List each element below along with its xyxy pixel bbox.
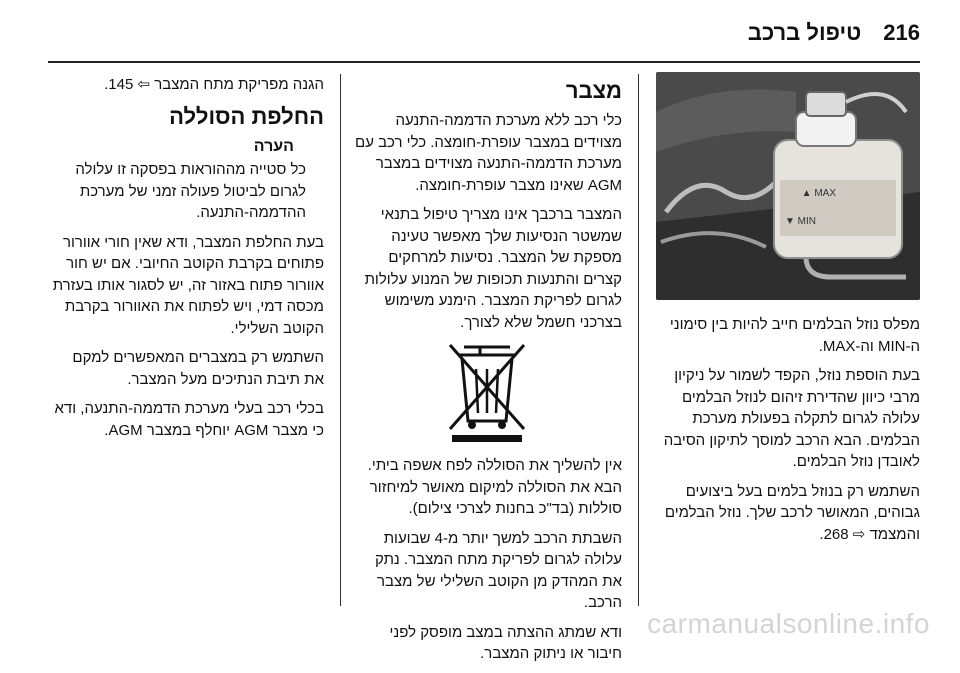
middle-column (352, 78, 622, 673)
header-rule (48, 61, 920, 63)
note-text: כל סטייה מההוראות בפסקה זו עלולה לגרום לביטול פעולה זמני של מערכת ההדממה-התנעה. (75, 161, 306, 221)
fluid-level-text: מפלס נוזל הבלמים חייב להיות בין סימוני ה-MIN וה-MAX. (669, 316, 920, 355)
fluid-topup-text: בעת הוספת נוזל, הקפד לשמור על ניקיון מרבי כיוון שהדירת זיהום לנוזל הבלמים עלולה לגרום לתקלה בפעולת מערכת הבלמים. הבא הרכב למוסך לתיקון הסיבה לאובדן נוזל הבלמים. (663, 367, 920, 470)
page-heading: טיפול ברכב (747, 20, 862, 45)
vehicle-storage-text: השבתת הרכב למשך יותר מ-4 שבועות עלולה לגרום לפריקת מתח המצבר. נתק את המהדק מן הקוטב השלילי של מצבר הרכב. (375, 529, 622, 611)
vent-holes-text: בעת החלפת המצבר, ודא שאין חורי אוורור פתוחים בקרבת הקוטב החיובי. אם יש חור אוורור פתוח באזור זה, יש לסגור אותו בעזרת מכסה דמי, ויש לפתוח את האוורור בקרבת הקוטב השלילי. (52, 233, 324, 337)
crossed-out-bin-icon (446, 341, 528, 443)
brake-fluid-reservoir-photo (656, 72, 920, 300)
battery-maintenance-text: המצבר ברכבך אינו מצריך טיפול בתנאי שמשטר הנסיעות שלך מאפשר טעינה מספקת של המצבר. נסיעות למרחקים קצרים והתנעות תכופות של המנוע עלולות לגרום לפריקת המצבר. הימנע משימוש בצרכני חשמל שלא לצורך. (364, 206, 622, 331)
battery-types-text: כלי רכב ללא מערכת הדממה-התנעה מצוידים במצבר עופרת-חומצה. כלי רכב עם מערכת הדממה-התנעה מצוידים במצבר AGM שאינו מצבר עופרת-חומצה. (355, 112, 622, 194)
battery-replacement-title: החלפת הסוללה (169, 103, 324, 129)
right-column (656, 72, 920, 553)
page-header (748, 20, 920, 50)
fluid-type-text: השתמש רק בנוזל בלמים בעל ביצועים גבוהים, המאושר לרכב שלך. נוזל הבלמים והמצמד ⇨ 268. (664, 482, 920, 543)
watermark: carmanualsonline.info (647, 608, 930, 639)
ignition-off-text: ודא שמתג ההצתה במצב מופסק לפני חיבור או ניתוק המצבר. (389, 623, 622, 662)
column-divider-right (638, 74, 639, 606)
fusebox-battery-text: השתמש רק במצברים המאפשרים למקם את תיבת הנתיכים מעל המצבר. (72, 349, 324, 388)
discharge-protection-ref: הגנה מפריקת מתח המצבר ⇦ 145. (104, 76, 324, 93)
reservoir-illustration (656, 72, 920, 300)
column-divider-left (340, 74, 341, 606)
max-label: MAX ▲ (801, 188, 836, 199)
min-label: MIN ▼ (784, 216, 816, 227)
recycling-symbol (352, 341, 622, 443)
note-heading: הערה (253, 137, 294, 155)
left-column (52, 74, 324, 449)
page-number: 216 (883, 20, 920, 45)
battery-section-title: מצבר (565, 78, 622, 103)
agm-replacement-text: בכלי רכב בעלי מערכת הדממה-התנעה, ודא כי מצבר AGM יוחלף במצבר AGM. (54, 400, 324, 439)
battery-disposal-text: אין להשליך את הסוללה לפח אשפה ביתי. הבא את הסוללה למיקום מאושר למיחזור סוללות (בד"כ בחנות לצרכי צילום). (367, 457, 622, 517)
